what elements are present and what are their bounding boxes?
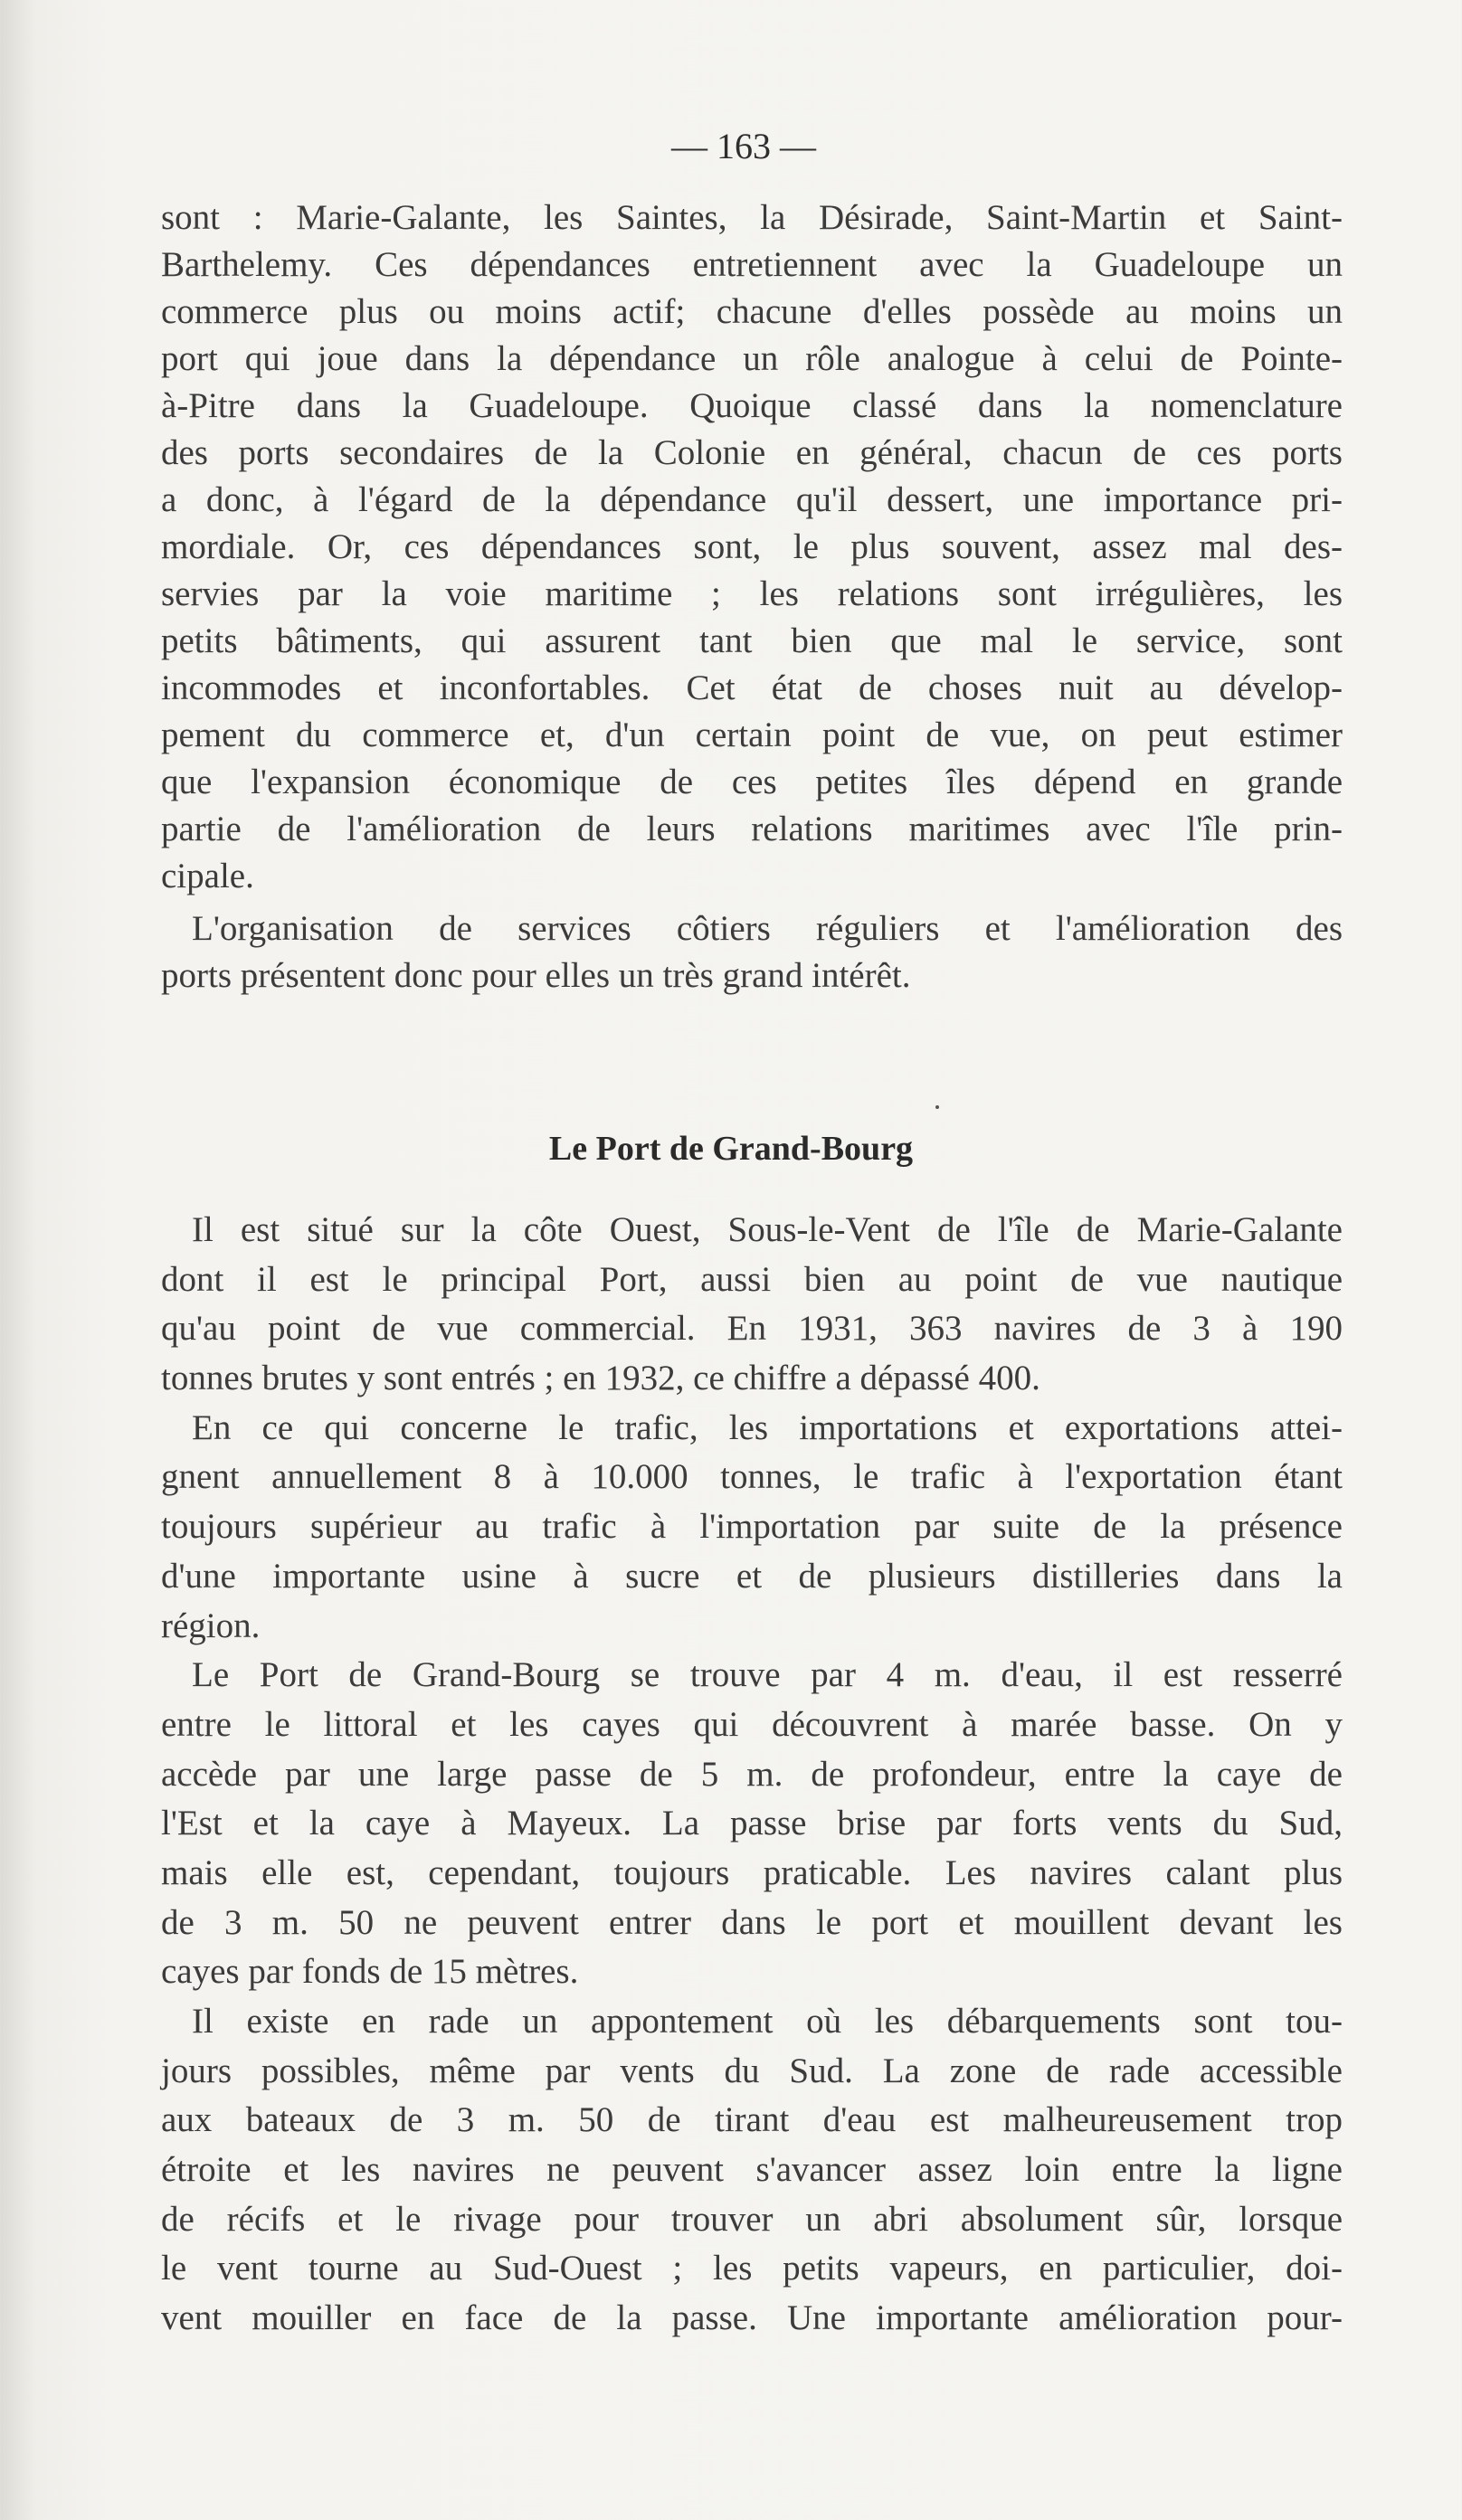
text-line: région. [161, 1606, 261, 1645]
text-line: incommodes et inconfortables. Cet état de choses nuit au dévelop- [161, 668, 1343, 707]
text-line: Le Port de Grand-Bourg se trouve par 4 m. d'eau, il est resserré [192, 1655, 1343, 1695]
text-line: mordiale. Or, ces dépendances sont, le plus souvent, assez mal des- [161, 527, 1343, 566]
text-line: a donc, à l'égard de la dépendance qu'il dessert, une importance pri- [161, 480, 1343, 519]
text-line: port qui joue dans la dépendance un rôle analogue à celui de Pointe- [161, 339, 1343, 378]
text-line: pement du commerce et, d'un certain point de vue, on peut estimer [161, 715, 1343, 754]
paragraph [161, 194, 1343, 900]
text-line: commerce plus ou moins actif; chacune d'elles possède au moins un [161, 292, 1343, 331]
text-line: L'organisation de services côtiers réguliers et l'amélioration des [192, 909, 1343, 948]
text-line: étroite et les navires ne peuvent s'avancer assez loin entre la ligne [161, 2150, 1343, 2190]
text-line: entre le littoral et les cayes qui découvrent à marée basse. On y [161, 1704, 1343, 1744]
text-line: de récifs et le rivage pour trouver un abri absolument sûr, lorsque [161, 2199, 1343, 2239]
text-line: toujours supérieur au trafic à l'importation par suite de la présence [161, 1507, 1343, 1547]
text-line: le vent tourne au Sud-Ouest ; les petits vapeurs, en particulier, doi- [161, 2249, 1343, 2288]
text-line: Il est situé sur la côte Ouest, Sous-le-Vent de l'île de Marie-Galante [192, 1210, 1343, 1249]
text-line: sont : Marie-Galante, les Saintes, la Désirade, Saint-Martin et Saint- [161, 198, 1343, 237]
text-line: d'une importante usine à sucre et de plusieurs distilleries dans la [161, 1556, 1343, 1596]
section-title: Le Port de Grand-Bourg [548, 1130, 914, 1168]
paragraph [161, 1206, 1343, 1404]
text-line: jours possibles, même par vents du Sud. La zone de rade accessible [161, 2051, 1343, 2090]
paragraph [161, 1997, 1343, 2344]
text-line: vent mouiller en face de la passe. Une importante amélioration pour- [161, 2298, 1343, 2338]
text-line: aux bateaux de 3 m. 50 de tirant d'eau est malheureusement trop [161, 2100, 1343, 2140]
text-line: ports présentent donc pour elles un très grand intérêt. [161, 956, 911, 995]
text-line: de 3 m. 50 ne peuvent entrer dans le port et mouillent devant les [161, 1902, 1343, 1942]
text-line: cipale. [161, 857, 254, 895]
intro-text-block [161, 194, 1343, 900]
text-line: dont il est le principal Port, aussi bien au point de vue nautique [161, 1259, 1343, 1299]
text-line: tonnes brutes y sont entrés ; en 1932, ce chiffre a dépassé 400. [161, 1359, 1040, 1398]
text-line: En ce qui concerne le trafic, les importations et exportations attei- [192, 1407, 1343, 1447]
text-line: que l'expansion économique de ces petites îles dépend en grande [161, 763, 1343, 801]
text-line: qu'au point de vue commercial. En 1931, 363 navires de 3 à 190 [161, 1309, 1343, 1349]
text-line: petits bâtiments, qui assurent tant bien que mal le service, sont [161, 621, 1343, 660]
text-line: accède par une large passe de 5 m. de profondeur, entre la caye de [161, 1754, 1343, 1794]
text-line: cayes par fonds de 15 mètres. [161, 1952, 579, 1992]
text-line: partie de l'amélioration de leurs relations maritimes avec l'île prin- [161, 810, 1343, 848]
paragraph [161, 1404, 1343, 1651]
text-line: l'Est et la caye à Mayeux. La passe brise par forts vents du Sud, [161, 1804, 1343, 1843]
text-line: servies par la voie maritime ; les relations sont irrégulières, les [161, 574, 1343, 613]
text-line: à-Pitre dans la Guadeloupe. Quoique classé dans la nomenclature [161, 386, 1343, 425]
conclusion-paragraph [161, 905, 1343, 999]
text-line: Barthelemy. Ces dépendances entretiennent avec la Guadeloupe un [161, 245, 1343, 284]
paragraph [161, 1651, 1343, 1997]
paragraph [161, 905, 1343, 999]
page-number: — 163 — [671, 126, 816, 166]
text-line: des ports secondaires de la Colonie en général, chacun de ces ports [161, 433, 1343, 472]
text-line: gnent annuellement 8 à 10.000 tonnes, le trafic à l'exportation étant [161, 1457, 1343, 1497]
grand-bourg-text-block [161, 1206, 1343, 2344]
text-line: Il existe en rade un appontement où les débarquements sont tou- [192, 2002, 1343, 2041]
text-line: mais elle est, cependant, toujours praticable. Les navires calant plus [161, 1852, 1343, 1892]
stray-mark [935, 1105, 939, 1109]
